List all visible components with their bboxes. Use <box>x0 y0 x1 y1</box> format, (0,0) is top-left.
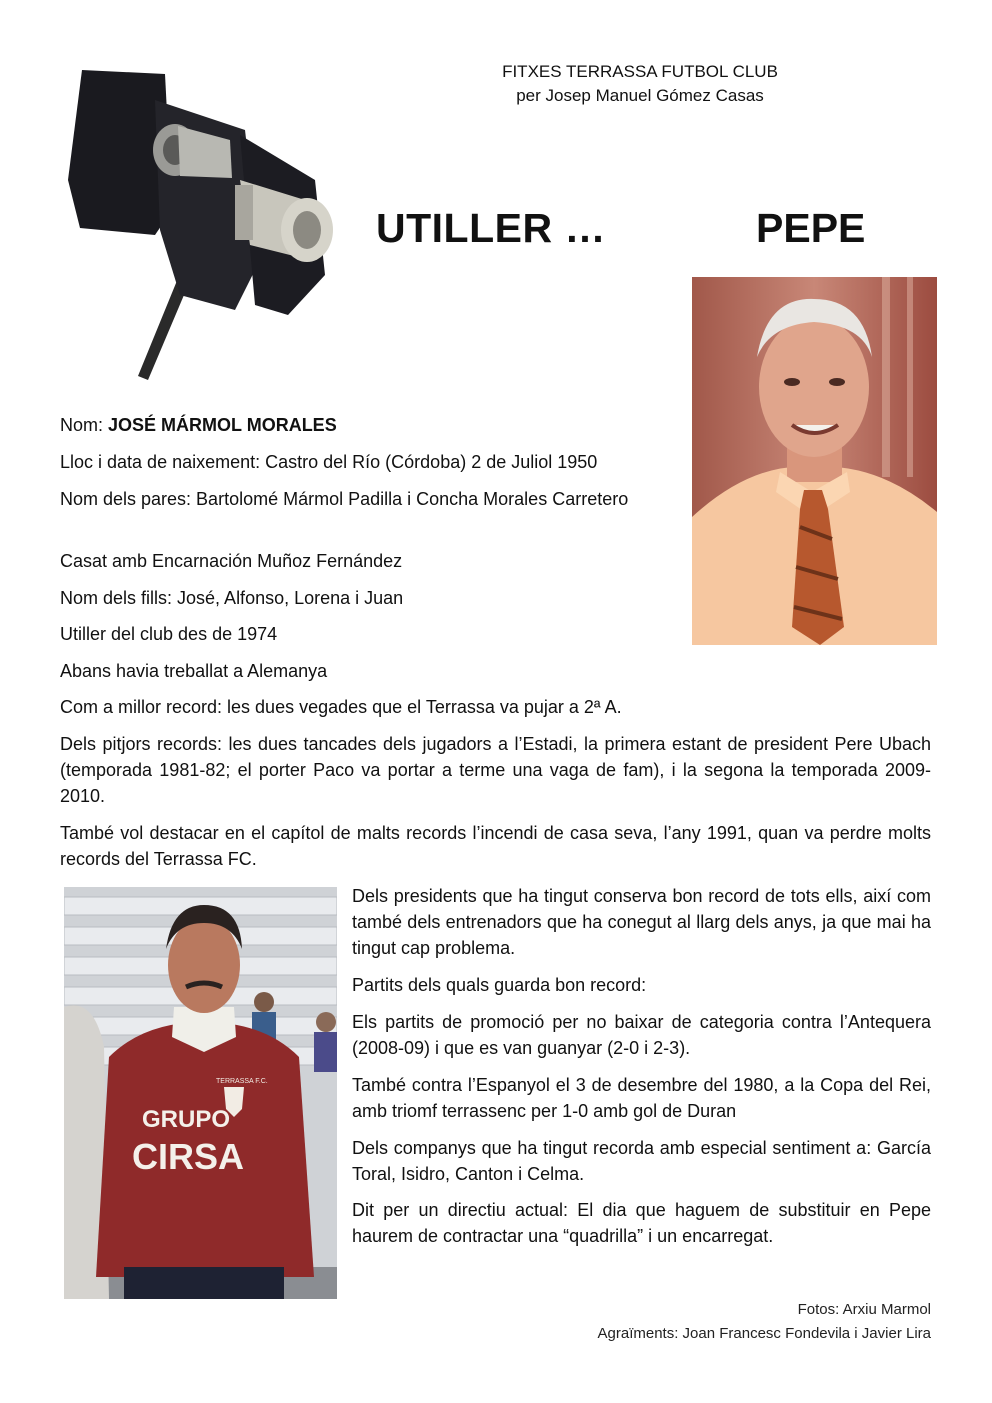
bio-before: Abans havia treballat a Alemanya <box>60 661 328 681</box>
shirt-sponsor-line1: GRUPO <box>142 1106 231 1133</box>
loudspeaker-illustration <box>60 60 345 380</box>
text-matches-intro: Partits dels quals guarda bon record: <box>352 975 647 995</box>
credit-thanks: Agraïments: Joan Francesc Fondevila i Javier Lira <box>597 1325 931 1342</box>
match-illustration <box>64 887 337 1299</box>
bio-parents: Nom dels pares: Bartolomé Mármol Padilla i Concha Morales Carretero <box>60 489 629 509</box>
text-presidents: Dels presidents que ha tingut conserva bon record de tots ells, així com també dels entrenadors que ha conegut al llarg dels anys, ja que mai ha tingut cap problema. <box>352 886 931 958</box>
title-role: UTILLER … <box>376 205 606 251</box>
bio-name-value: JOSÉ MÁRMOL MORALES <box>108 415 337 435</box>
text-teammates: Dels companys que ha tingut recorda amb especial sentiment a: García Toral, Isidro, Canton i Celma. <box>352 1138 931 1184</box>
bio-fire: També vol destacar en el capítol de malts records l’incendi de casa seva, l’any 1991, quan va perdre molts records del Terrassa FC. <box>60 823 931 869</box>
bio-children: Nom dels fills: José, Alfonso, Lorena i Juan <box>60 588 404 608</box>
bio-since: Utiller del club des de 1974 <box>60 624 278 644</box>
text-promotion: Els partits de promoció per no baixar de categoria contra l’Antequera (2008-09) i que es van guanyar (2-0 i 2-3). <box>352 1012 931 1058</box>
document-header <box>380 60 900 108</box>
bio-name-label: Nom: <box>60 415 109 435</box>
credit-photos: Fotos: Arxiu Marmol <box>797 1301 931 1318</box>
header-title: FITXES TERRASSA FUTBOL CLUB <box>502 62 778 81</box>
credits <box>598 1298 931 1346</box>
bio-best-record: Com a millor record: les dues vegades que el Terrassa va pujar a 2ª A. <box>60 697 622 717</box>
bio-married: Casat amb Encarnación Muñoz Fernández <box>60 551 403 571</box>
portrait-illustration <box>692 277 937 645</box>
match-photo <box>64 887 337 1299</box>
bio-worst-records: Dels pitjors records: les dues tancades dels jugadors a l’Estadi, la primera estant de president Pere Ubach (temporada 1981-82; el porter Paco va portar a terme una vaga de fam), i la segona la temporada 2009-2010. <box>60 734 931 806</box>
bio-name <box>60 412 674 438</box>
title-nickname: PEPE <box>756 205 866 251</box>
text-espanyol: També contra l’Espanyol el 3 de desembre del 1980, a la Copa del Rei, amb triomf terrassenc per 1-0 amb gol de Duran <box>352 1075 931 1121</box>
shirt-badge-text: TERRASSA F.C. <box>216 1078 268 1085</box>
text-quote: Dit per un directiu actual: El dia que haguem de substituir en Pepe haurem de contractar una “quadrilla” i un encarregat. <box>352 1200 931 1246</box>
shirt-sponsor-line2: CIRSA <box>132 1136 245 1177</box>
header-author: per Josep Manuel Gómez Casas <box>516 86 764 105</box>
bio-birth: Lloc i data de naixement: Castro del Río (Córdoba) 2 de Juliol 1950 <box>60 452 598 472</box>
portrait-photo <box>692 277 937 645</box>
